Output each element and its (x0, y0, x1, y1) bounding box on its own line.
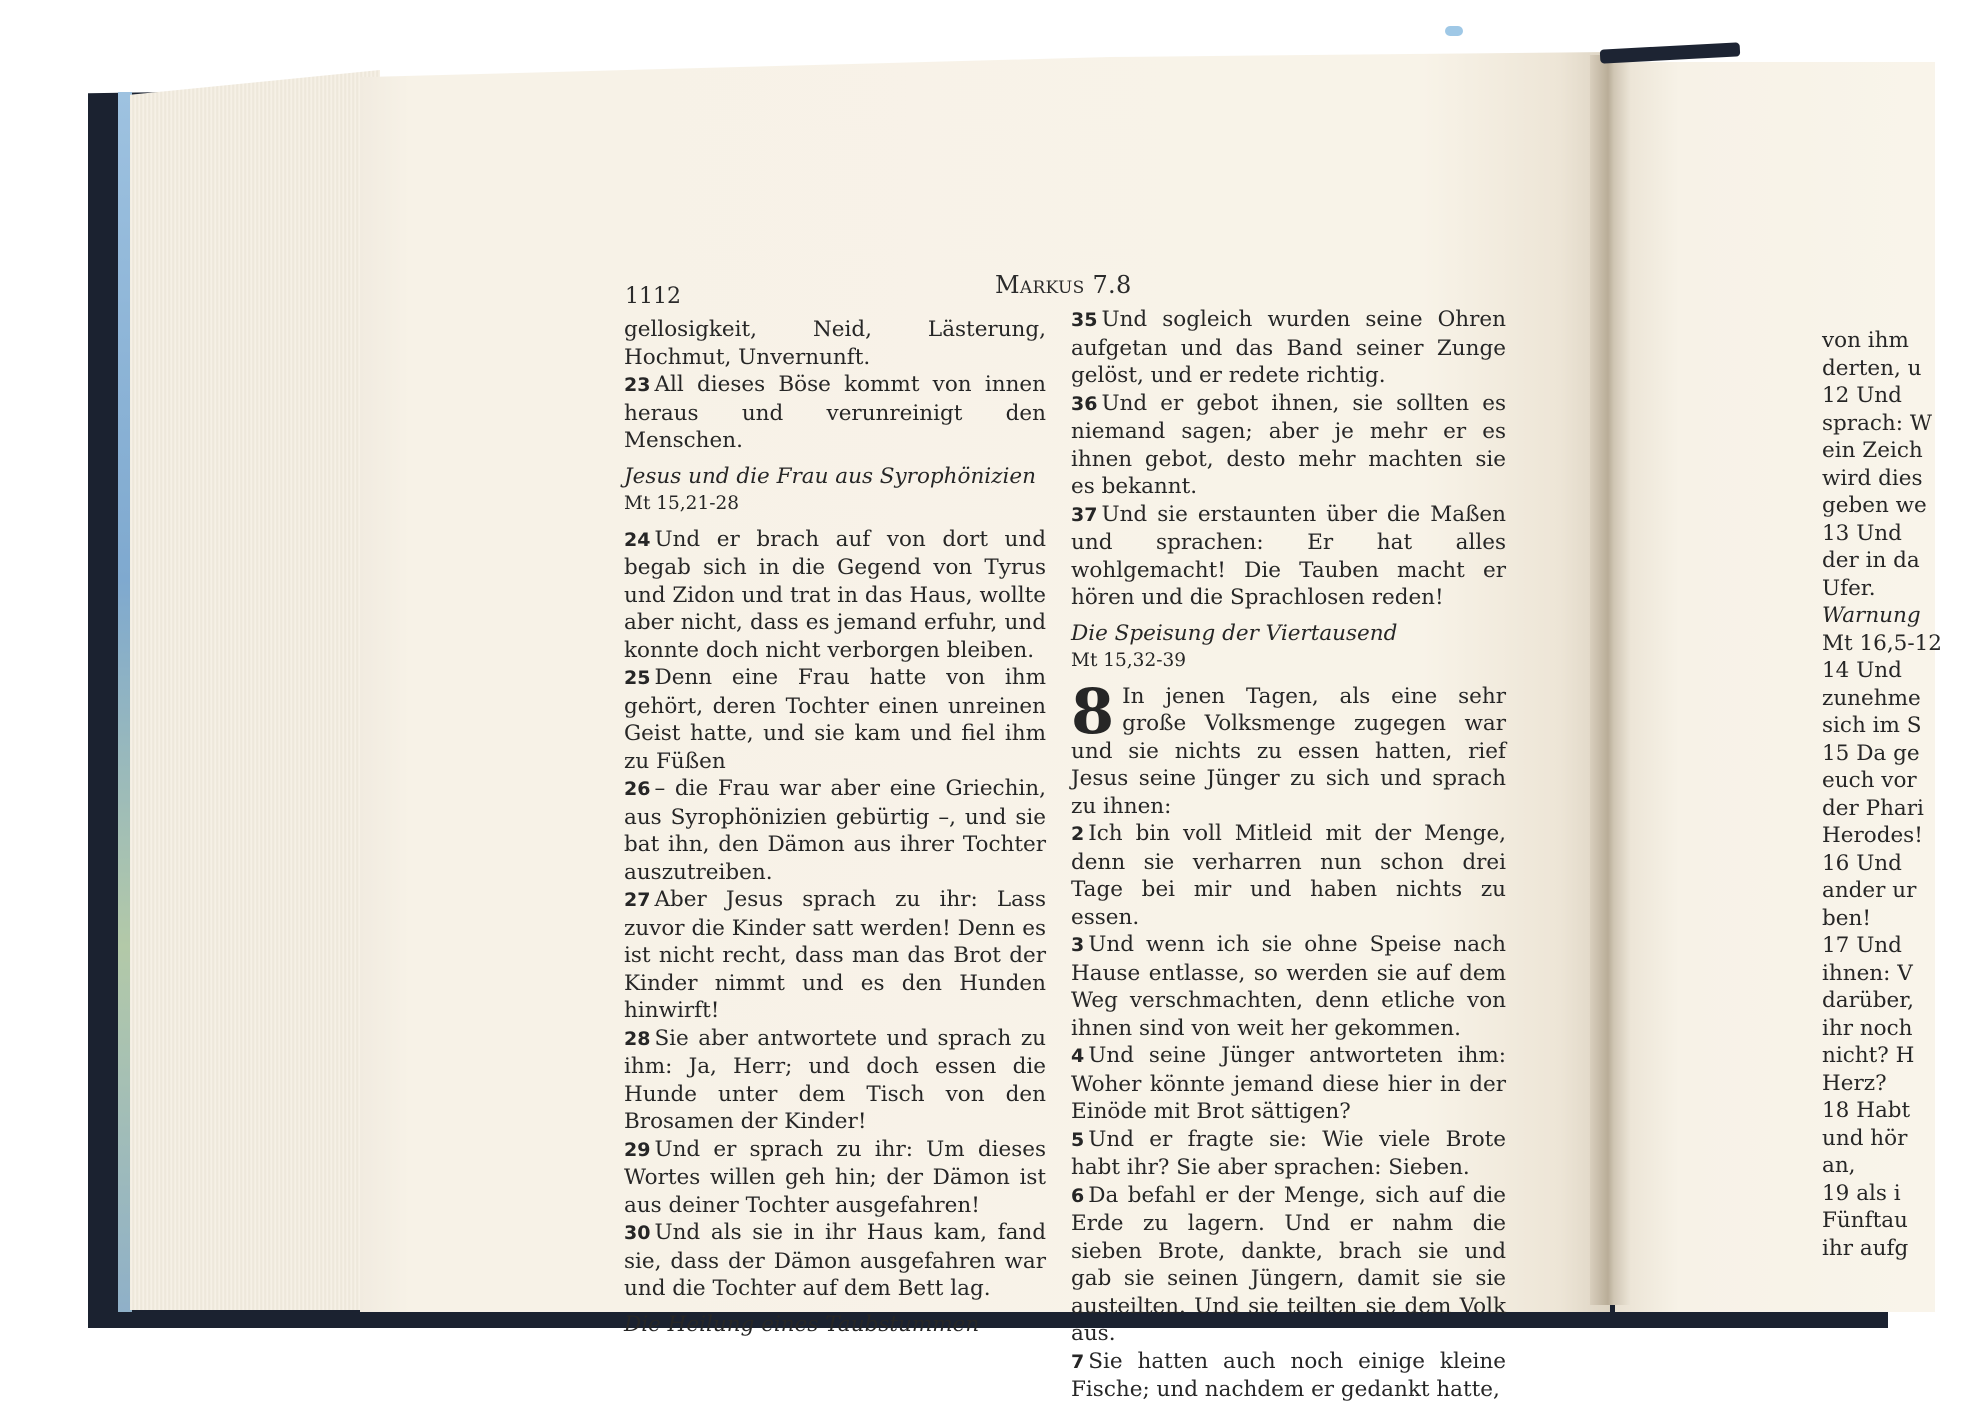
section-heading: Jesus und die Frau aus Syrophönizien (624, 463, 1036, 489)
next-page-line: sich im S (1822, 713, 1922, 738)
verse-number: 27 (624, 889, 651, 911)
verse (1071, 1126, 1506, 1182)
next-page-line: Herz? (1822, 1070, 1887, 1096)
next-page-line: Ufer. (1822, 575, 1876, 601)
verse-number: 24 (624, 528, 651, 551)
verse (1071, 306, 1506, 390)
chapter-opening (1071, 674, 1506, 821)
next-page-line: ihr noch (1822, 1015, 1913, 1041)
verse (1071, 1042, 1506, 1126)
next-page-line: zunehme (1822, 685, 1921, 711)
verse-number: 36 (1071, 392, 1098, 415)
verse-text: Sie hatten auch noch einige kleine Fische; und nachdem er gedankt hatte, (1071, 1348, 1506, 1402)
verse (1071, 1348, 1506, 1404)
verse-text: Und er fragte sie: Wie viele Brote habt ihr? Sie aber sprachen: Sieben. (1071, 1126, 1506, 1180)
verse-number: 3 (1071, 934, 1085, 956)
verse-number: 25 (624, 667, 651, 689)
text-column-left (624, 316, 1046, 1338)
next-page-line: Fünftau (1822, 1208, 1908, 1233)
verse-text: Und sie erstaunten über die Maßen und sprachen: Er hat alles wohlgemacht! Die Tauben macht er hören und die Sprachlosen reden! (1071, 501, 1506, 610)
verse-text: In jenen Tagen, als eine sehr große Volksmenge zugegen war und sie nichts zu essen hatten, rief Jesus seine Jünger zu sich und sprach zu ihnen: (1071, 683, 1506, 819)
next-page-line: von ihm (1822, 328, 1909, 353)
next-page-line: 16 Und (1822, 850, 1902, 876)
verse-number: 37 (1071, 503, 1098, 526)
verse-number: 7 (1071, 1350, 1085, 1373)
verse-text: Und sogleich wurden seine Ohren aufgetan und das Band seiner Zunge gelöst, und er redete richtig. (1071, 307, 1506, 388)
verse-number: 4 (1071, 1045, 1085, 1067)
verse (624, 1219, 1046, 1303)
verse-text: Und wenn ich sie ohne Speise nach Hause entlasse, so werden sie auf dem Weg verschmachten, denn etliche von ihnen sind von weit her gekommen. (1071, 932, 1506, 1041)
next-page-line: 17 Und (1822, 933, 1902, 958)
next-page-line: an, (1822, 1153, 1856, 1178)
page-edge-gilding (118, 92, 132, 1312)
next-page-line: wird dies (1822, 465, 1923, 491)
running-head: Markus 7.8 (995, 271, 1132, 299)
verse-number: 30 (624, 1222, 651, 1244)
verse-text: All dieses Böse kommt von innen heraus und verunreinigt den Menschen. (624, 372, 1046, 453)
next-page-line: sprach: W (1822, 410, 1932, 436)
verse-text: Und er gebot ihnen, sie sollten es niemand sagen; aber je mehr er es ihnen gebot, desto mehr machten sie es bekannt. (1071, 390, 1506, 499)
verse-number: 29 (624, 1138, 651, 1161)
verse-number: 26 (624, 778, 651, 800)
next-page-line: und hör (1822, 1125, 1908, 1151)
page-block-edges (130, 70, 380, 1310)
next-page-line: der in da (1822, 548, 1920, 573)
verse-text: gellosigkeit, Neid, Lästerung, Hochmut, Unvernunft. (624, 317, 1046, 370)
verse (1071, 1182, 1506, 1348)
verse-number: 5 (1071, 1128, 1085, 1151)
ribbon-bookmark (1600, 42, 1741, 63)
next-page-line: 15 Da ge (1822, 740, 1920, 766)
verse-number: 2 (1071, 823, 1085, 845)
next-page-line: ihnen: V (1822, 960, 1913, 986)
verse-text: Und er sprach zu ihr: Um dieses Wortes willen geh hin; der Dämon ist aus deiner Tochter ausgefahren! (624, 1136, 1046, 1218)
next-page-line: derten, u (1822, 355, 1922, 381)
verse (1071, 501, 1506, 612)
next-page-line: ein Zeich (1822, 438, 1923, 463)
verse (624, 1136, 1046, 1220)
verse-number: 23 (624, 374, 651, 396)
verse (624, 316, 1046, 371)
next-page-line: 13 Und (1822, 520, 1902, 546)
next-page-line: 19 als i (1822, 1180, 1901, 1206)
chapter-number: 8 (1071, 674, 1115, 748)
next-page-line: darüber, (1822, 988, 1914, 1013)
ribbon-marker (1445, 26, 1463, 36)
next-page-line: 18 Habt (1822, 1098, 1911, 1123)
next-page-line: Mt 16,5-12 (1822, 630, 1942, 656)
next-page-text (1822, 327, 1962, 1262)
verse-text: Sie aber antwortete und sprach zu ihm: Ja, Herr; und doch essen die Hunde unter dem Tisch von den Brosamen der Kinder! (624, 1025, 1046, 1134)
next-page-line: geben we (1822, 493, 1927, 518)
verse-text: Und als sie in ihr Haus kam, fand sie, dass der Dämon ausgefahren war und die Tochter auf dem Bett lag. (624, 1220, 1046, 1301)
next-page-line: Warnung (1822, 603, 1921, 628)
verse (1071, 820, 1506, 931)
verse-number: 35 (1071, 309, 1098, 331)
next-page-line: ben! (1822, 905, 1871, 931)
verse-text: Und er brach auf von dort und begab sich in die Gegend von Tyrus und Zidon und trat in das Haus, wollte aber nicht, dass es jemand erfuhr, und konnte doch nicht verborgen bleiben. (624, 526, 1046, 663)
next-page-line: ander ur (1822, 878, 1917, 903)
next-page-line: nicht? H (1822, 1043, 1915, 1068)
verse-text: Und seine Jünger antworteten ihm: Woher könnte jemand diese hier in der Einöde mit Brot sättigen? (1071, 1043, 1506, 1124)
next-page-line: ihr aufg (1822, 1235, 1909, 1261)
section-heading: Die Heilung eines Taubstummen (624, 1311, 980, 1337)
verse-text: – die Frau war aber eine Griechin, aus Syrophönizien gebürtig –, und sie bat ihn, den Dämon aus ihrer Tochter auszutreiben. (624, 776, 1046, 885)
verse-text: Da befahl er der Menge, sich auf die Erde zu lagern. Und er nahm die sieben Brote, dankte, brach sie und gab sie seinen Jüngern, damit sie sie austeilten. Und sie teilten sie dem Volk aus. (1071, 1182, 1506, 1346)
cross-reference: Mt 15,32-39 (1071, 650, 1187, 671)
verse (624, 1025, 1046, 1136)
verse (624, 526, 1046, 665)
verse (624, 664, 1046, 775)
next-page-line: 12 Und (1822, 383, 1902, 408)
verse-text: Aber Jesus sprach zu ihr: Lass zuvor die Kinder satt werden! Denn es ist nicht recht, dass man das Brot der Kinder nimmt und es den Hunden hinwirft! (624, 887, 1046, 1023)
next-page-line: euch vor (1822, 768, 1917, 793)
verse (1071, 931, 1506, 1042)
verse (1071, 390, 1506, 501)
verse (624, 371, 1046, 455)
verse-number: 28 (624, 1027, 651, 1050)
verse-text: Denn eine Frau hatte von ihm gehört, deren Tochter einen unreinen Geist hatte, und sie kam und fiel ihm zu Füßen (624, 665, 1046, 774)
verse (624, 775, 1046, 886)
verse (624, 886, 1046, 1025)
book-gutter (1590, 55, 1630, 1305)
next-page-line: der Phari (1822, 795, 1924, 821)
section-heading: Die Speisung der Viertausend (1071, 620, 1398, 646)
text-column-right (1071, 306, 1506, 1404)
page-number: 1112 (625, 284, 681, 309)
cross-reference: Mt 15,21-28 (624, 493, 740, 514)
next-page-line: Herodes! (1822, 823, 1923, 848)
verse-text: Ich bin voll Mitleid mit der Menge, denn sie verharren nun schon drei Tage bei mir und haben nichts zu essen. (1071, 821, 1506, 930)
verse-number: 6 (1071, 1184, 1085, 1207)
next-page-line: 14 Und (1822, 658, 1902, 683)
